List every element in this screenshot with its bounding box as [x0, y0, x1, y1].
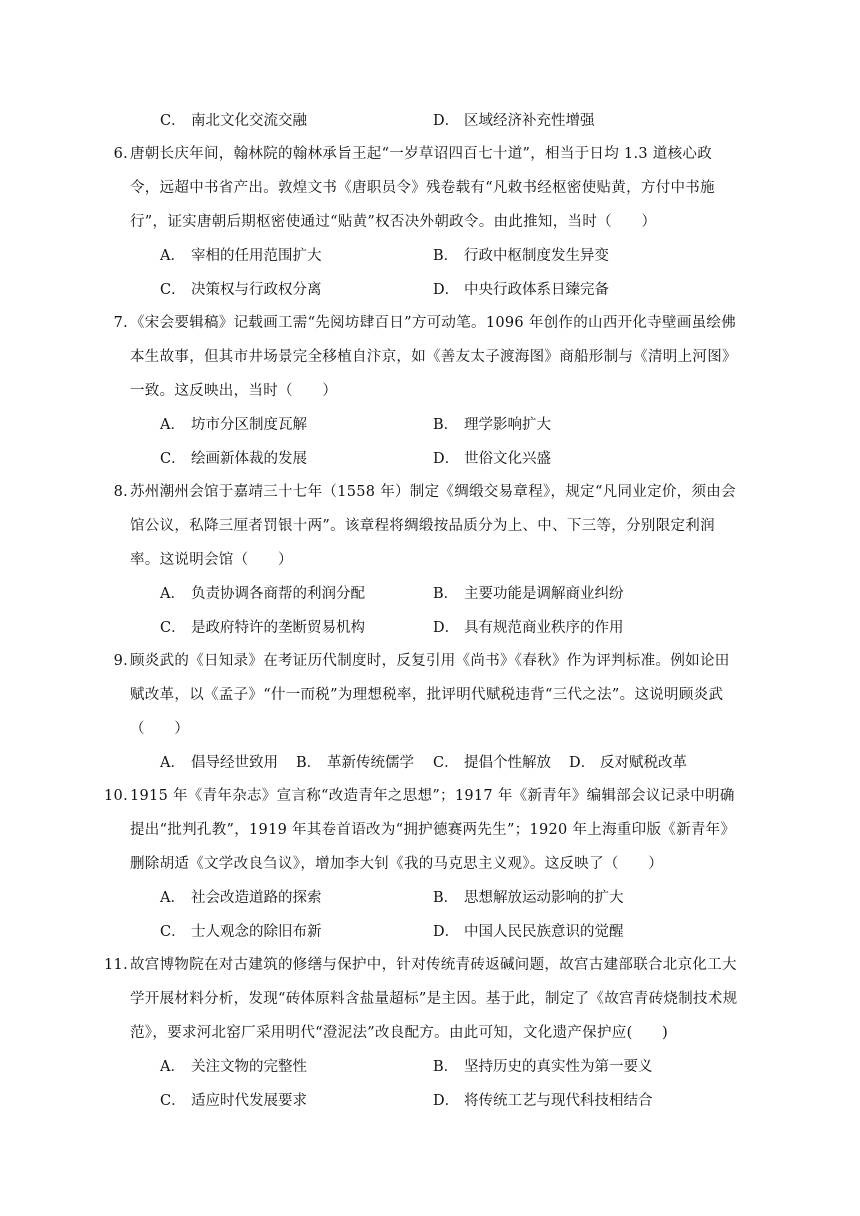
q8-option-a[interactable]: A． 负责协调各商帮的利润分配: [160, 586, 365, 602]
q10-option-a[interactable]: A． 社会改造道路的探索: [160, 890, 322, 906]
question-9: [113, 645, 740, 746]
q8-option-b[interactable]: B． 主要功能是调解商业纠纷: [433, 586, 624, 602]
question-number: 11.: [104, 957, 128, 973]
q8-option-c[interactable]: C． 是政府特许的垄断贸易机构: [160, 620, 365, 636]
q6-option-b[interactable]: B． 行政中枢制度发生异变: [433, 248, 609, 264]
q9-options: [160, 746, 740, 780]
question-number: 8.: [113, 484, 128, 500]
question-stem: 1915 年《青年杂志》宣言称“改造青年之思想”；1917 年《新青年》编辑部会议记录中明确提出“批判孔教”，1919 年其卷首语改为“拥护德赛两先生”；1920 年上海重印版《新青年》删除胡适《文学改良刍议》，增加李大钊《我的马克思主义观》。这反映了（ ）: [130, 788, 736, 872]
question-number: 7.: [113, 315, 128, 331]
question-number: 9.: [113, 653, 128, 669]
q10-option-d[interactable]: D． 中国人民民族意识的觉醒: [433, 924, 624, 940]
question-stem: 故宫博物院在对古建筑的修缮与保护中，针对传统青砖返碱问题，故宫古建部联合北京化工大学开展材料分析，发现“砖体原料含盐量超标”是主因。基于此，制定了《故宫青砖烧制技术规范》，要求河北窑厂采用明代“澄泥法”改良配方。由此可知，文化遗产保护应( ): [130, 957, 738, 1041]
q6-option-d[interactable]: D． 中央行政体系日臻完备: [433, 282, 609, 298]
q10-option-b[interactable]: B． 思想解放运动影响的扩大: [433, 890, 624, 906]
question-stem: 唐朝长庆年间，翰林院的翰林承旨王起“一岁草诏四百七十道”，相当于日均 1.3 道核心政令，远超中书省产出。敦煌文书《唐职员令》残卷载有“凡敕书经枢密使贴黄，方付中书施行”，证实唐朝后期枢密使通过“贴黄”权否决外朝政令。由此推知，当时（ ）: [130, 146, 715, 230]
q11-options-row1: [160, 1050, 740, 1084]
q9-option-a[interactable]: A． 倡导经世致用: [160, 755, 278, 771]
q8-options-row1: [160, 577, 740, 611]
question-10: [104, 780, 740, 881]
q9-option-c[interactable]: C． 提倡个性解放: [433, 755, 551, 771]
q11-option-c[interactable]: C． 适应时代发展要求: [160, 1093, 307, 1109]
question-number: 6.: [113, 146, 128, 162]
q7-option-d[interactable]: D． 世俗文化兴盛: [433, 451, 551, 467]
q5-option-d[interactable]: D． 区域经济补充性增强: [433, 113, 595, 129]
q10-options-row2: [160, 915, 740, 949]
q8-options-row2: [160, 611, 740, 645]
question-8: [113, 476, 740, 577]
q11-option-d[interactable]: D． 将传统工艺与现代科技相结合: [433, 1093, 653, 1109]
q6-options-row1: [160, 239, 740, 273]
question-6: [113, 138, 740, 239]
q6-option-a[interactable]: A． 宰相的任用范围扩大: [160, 248, 322, 264]
q9-option-d[interactable]: D． 反对赋税改革: [569, 755, 687, 771]
question-7: [113, 307, 740, 408]
q7-option-a[interactable]: A． 坊市分区制度瓦解: [160, 417, 307, 433]
question-stem: 顾炎武的《日知录》在考证历代制度时，反复引用《尚书》《春秋》作为评判标准。例如论田赋改革，以《孟子》“什一而税”为理想税率，批评明代赋税违背“三代之法”。这说明顾炎武（ ）: [130, 653, 730, 737]
q9-option-b[interactable]: B． 革新传统儒学: [296, 755, 414, 771]
q6-options-row2: [160, 273, 740, 307]
q7-options-row1: [160, 408, 740, 442]
q11-option-b[interactable]: B． 坚持历史的真实性为第一要义: [433, 1059, 653, 1075]
q7-option-b[interactable]: B． 理学影响扩大: [433, 417, 551, 433]
question-stem: 《宋会要辑稿》记载画工需“先阅坊肆百日”方可动笔。1096 年创作的山西开化寺壁画虽绘佛本生故事，但其市井场景完全移植自汴京，如《善友太子渡海图》商船形制与《清明上河图》一致。这反映出，当时（ ）: [130, 315, 737, 399]
q7-option-c[interactable]: C． 绘画新体裁的发展: [160, 451, 307, 467]
q5-options: [160, 104, 740, 138]
q5-option-c[interactable]: C． 南北文化交流交融: [160, 113, 307, 129]
question-number: 10.: [104, 788, 128, 804]
q7-options-row2: [160, 442, 740, 476]
question-11: [104, 949, 740, 1050]
q10-option-c[interactable]: C． 士人观念的除旧布新: [160, 924, 322, 940]
q8-option-d[interactable]: D． 具有规范商业秩序的作用: [433, 620, 624, 636]
q11-options-row2: [160, 1084, 740, 1118]
question-stem: 苏州潮州会馆于嘉靖三十七年（1558 年）制定《绸缎交易章程》，规定“凡同业定价，须由会馆公议，私降三厘者罚银十两”。该章程将绸缎按品质分为上、中、下三等，分别限定利润率。这说明会馆（ ）: [130, 484, 736, 568]
q11-option-a[interactable]: A． 关注文物的完整性: [160, 1059, 307, 1075]
q6-option-c[interactable]: C． 决策权与行政权分离: [160, 282, 322, 298]
q10-options-row1: [160, 881, 740, 915]
